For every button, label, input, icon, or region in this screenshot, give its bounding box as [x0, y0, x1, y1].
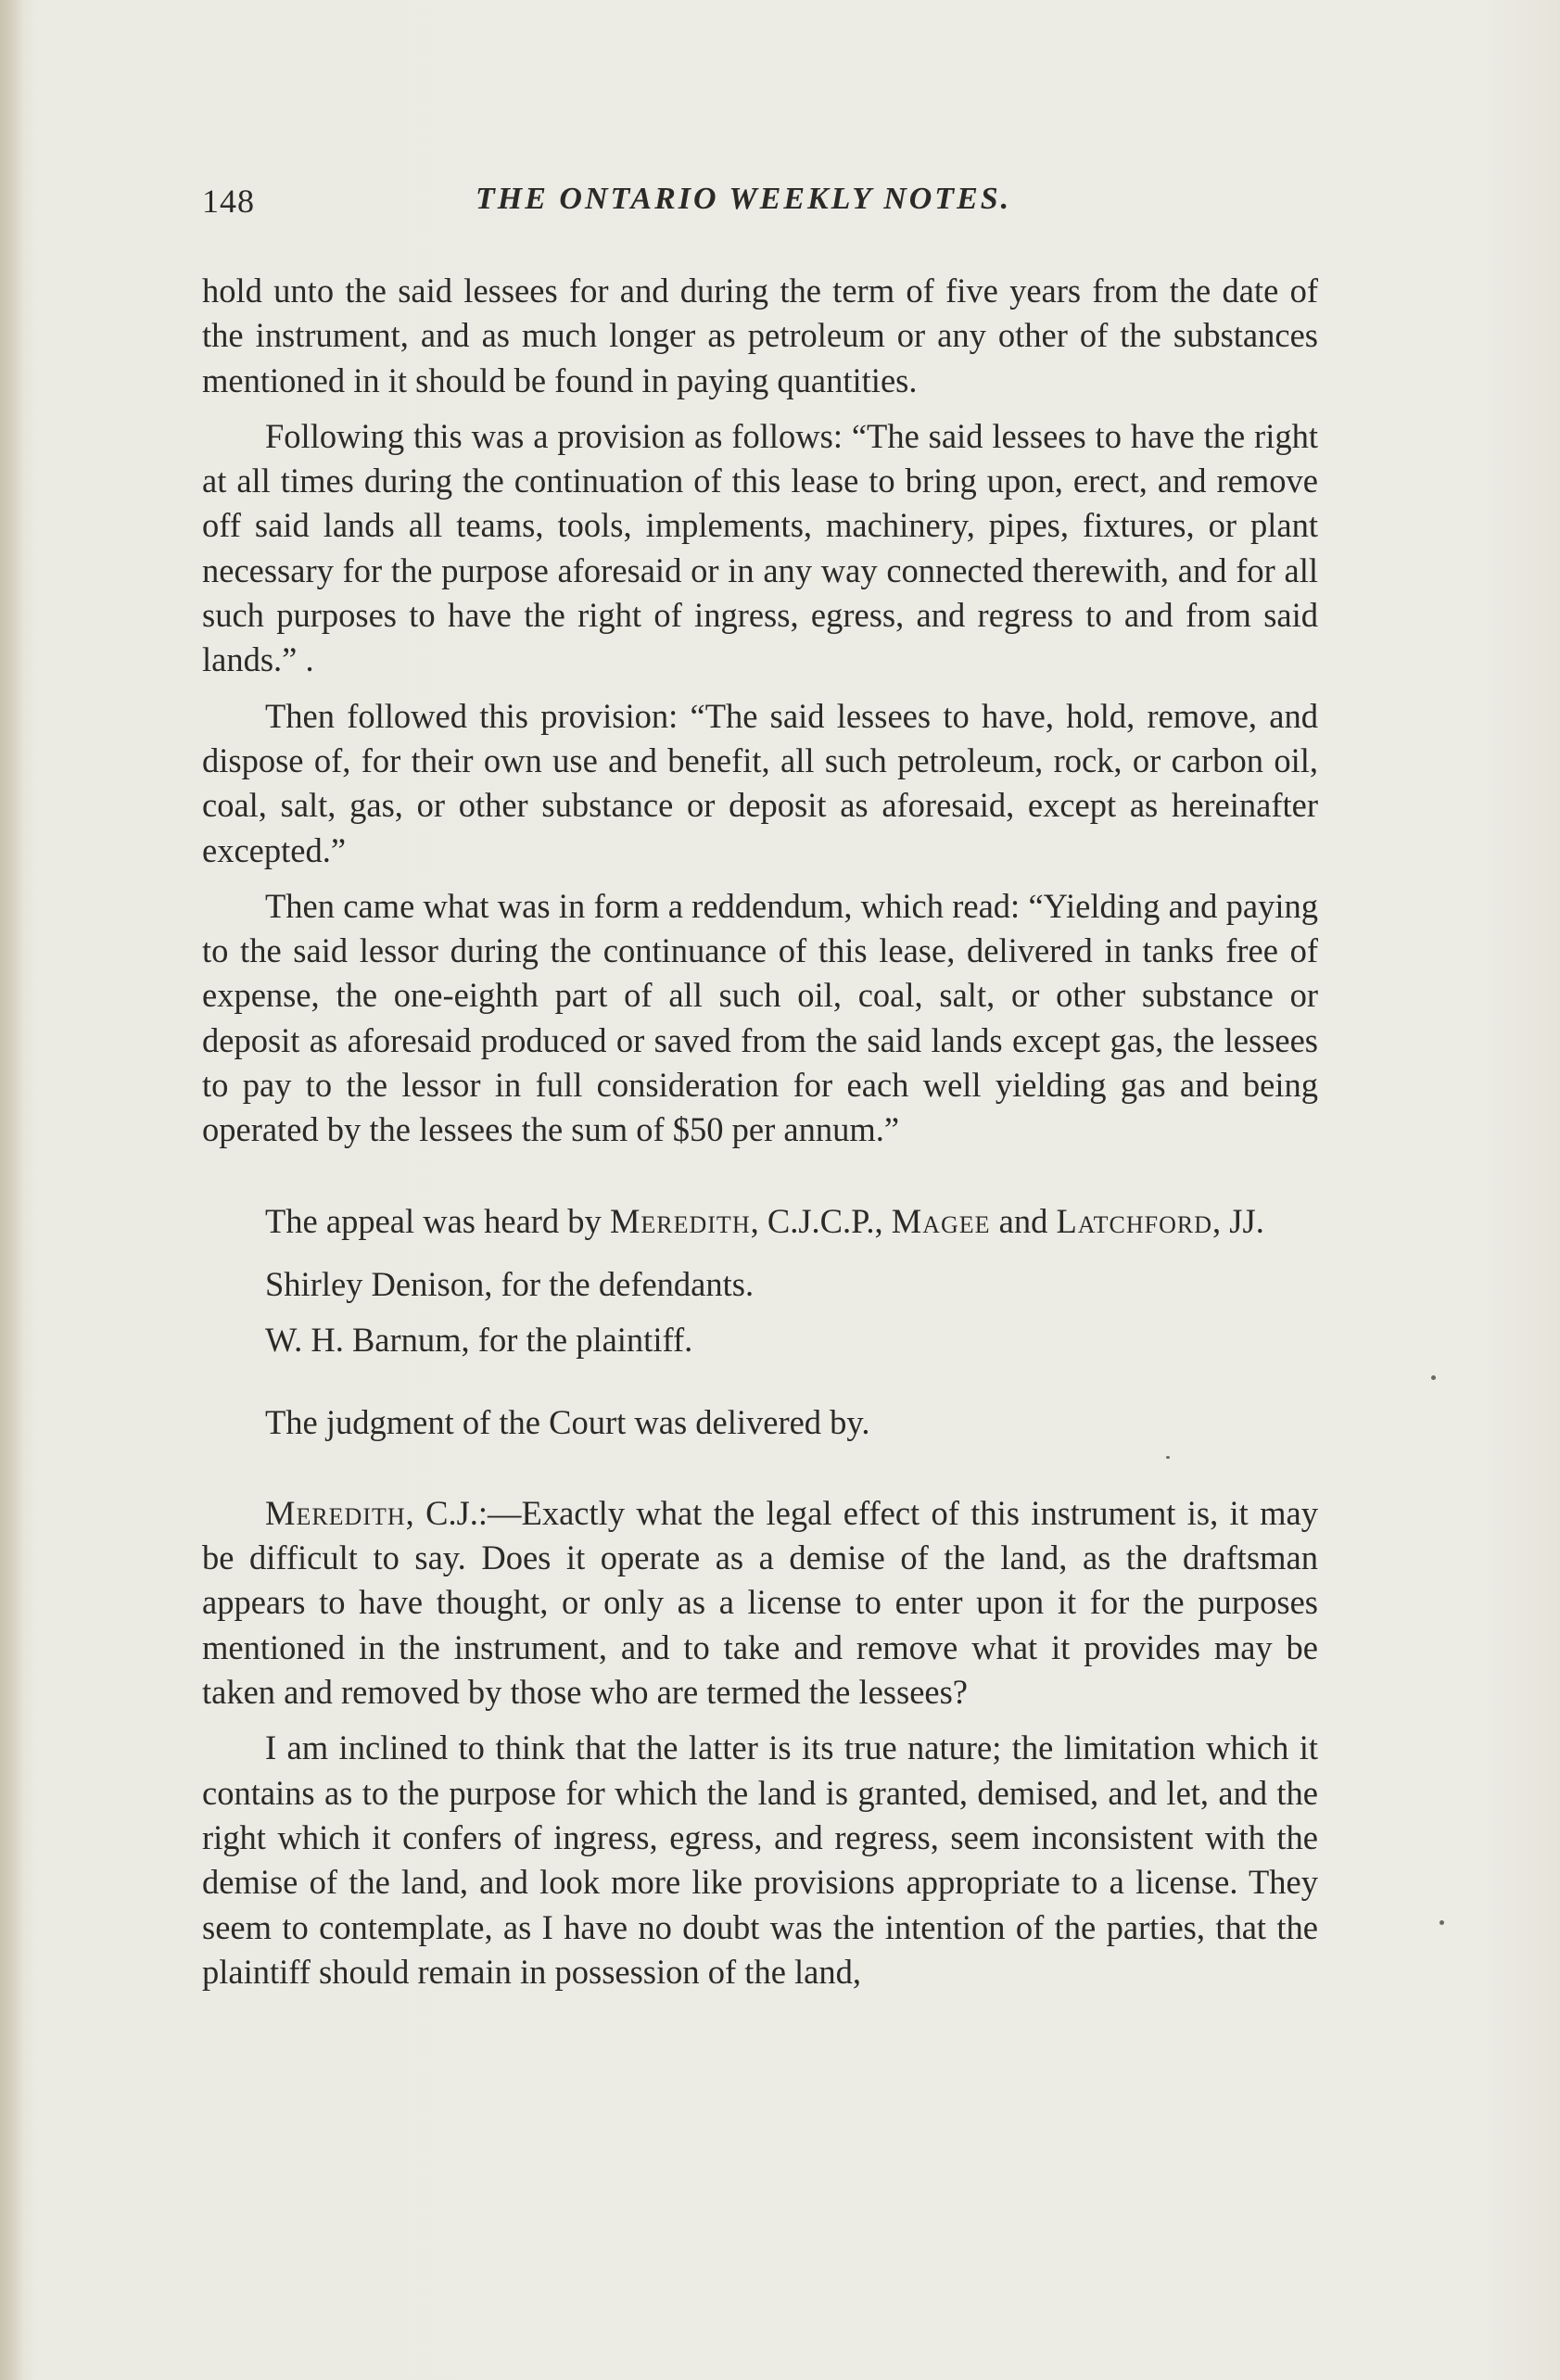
judge-name-meredith: Meredith: [609, 1201, 751, 1240]
scan-speck: [1440, 1920, 1444, 1925]
paragraph-provision-dispose: Then followed this provision: “The said lessees to have, hold, remove, and dispose of, for their own use and benefit, all such petroleum, rock, or carbon oil, coal, salt, gas, or other substance or deposit as aforesaid, except as hereinafter excepted.”: [202, 696, 1318, 869]
judge-name-magee: Magee: [891, 1201, 991, 1240]
page-header: [202, 182, 1314, 228]
paragraph-continuation: hold unto the said lessees for and during the term of five years from the date of the instrument, and as much longer as petroleum or any other of the substances mentioned in it should be found in paying quantities.: [202, 272, 1318, 399]
paragraph-reddendum: Then came what was in form a reddendum, which read: “Yielding and paying to the said lessor during the continuance of this lease, delivered in tanks free of expense, the one-eighth part of all such oil, coal, salt, or other substance or deposit as aforesaid produced or saved from the said lands except gas, the lessees to pay to the lessor in full consideration for each well yielding gas and being operated by the lessees the sum of $50 per annum.”: [202, 886, 1318, 1149]
scan-speck: [1166, 1456, 1170, 1459]
judgment-opening-text: , C.J.:—Exactly what the legal effect of this instrument is, it may be difficult to say. Does it operate as a demise of the land, as the draftsman appears to have thought, or only as a license to enter upon it for the purposes mentioned in the instrument, and to take and remove what it provides may be taken and removed by those who are termed the lessees?: [202, 1493, 1318, 1712]
page-number: 148: [202, 183, 255, 220]
appeal-text-jj: , JJ.: [1212, 1201, 1264, 1240]
scan-speck: [1431, 1375, 1436, 1380]
paragraph-license-nature: I am inclined to think that the latter is its true nature; the limitation which it contains as to the purpose for which the land is granted, demised, and let, and the right which it confers of ingress, egress, and regress, seem inconsistent with the demise of the land, and look more like provisions appropriate to a license. They seem to contemplate, as I have no doubt was the intention of the parties, that the plaintiff should remain in possession of the land,: [202, 1728, 1318, 1991]
judgment-delivered-line: The judgment of the Court was delivered by.: [265, 1402, 870, 1441]
appeal-text-and: and: [998, 1201, 1048, 1240]
judge-name-latchford: Latchford: [1056, 1201, 1213, 1240]
counsel-plaintiff: W. H. Barnum, for the plaintiff.: [265, 1321, 693, 1360]
paragraph-provision-ingress: Following this was a provision as follows: “The said lessees to have the right at all times during the continuation of this lease to bring upon, erect, and remove off said lands all teams, tools, implements, machinery, pipes, fixtures, or plant necessary for the purpose aforesaid or in any way connected therewith, and for all such purposes to have the right of ingress, egress, and regress to and from said lands.” .: [202, 416, 1318, 679]
appeal-text-lead: The appeal was heard by: [265, 1201, 602, 1240]
running-head: THE ONTARIO WEEKLY NOTES.: [476, 182, 1012, 216]
paragraph-appeal-heard: [202, 1199, 1318, 1244]
paragraph-judgment-opening: [202, 1491, 1318, 1715]
page-body: [202, 269, 1318, 1994]
page-gutter-shadow: [0, 0, 24, 2380]
appeal-text-title: , C.J.C.P.,: [750, 1201, 883, 1240]
counsel-defendants: Shirley Denison, for the defendants.: [265, 1264, 755, 1303]
judge-name-meredith-cj: Meredith: [265, 1493, 406, 1532]
